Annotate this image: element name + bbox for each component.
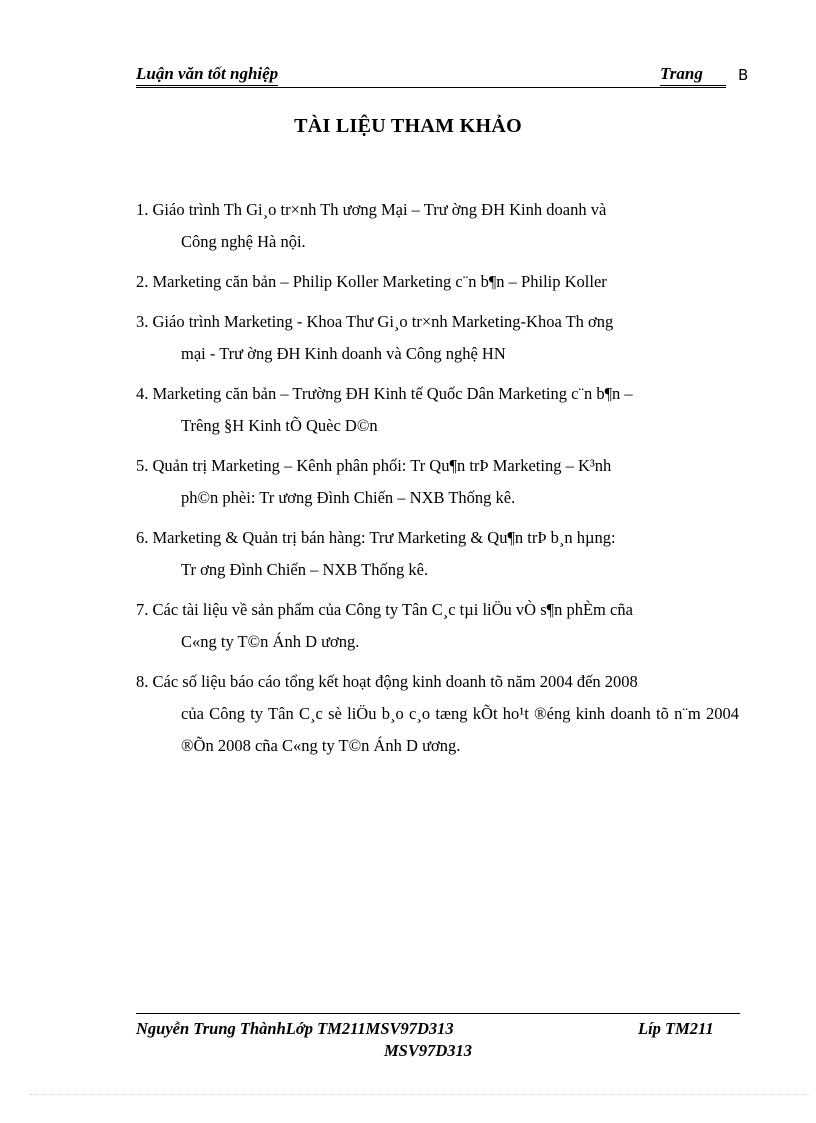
reference-continuation: Tr ơng Đình Chiến – NXB Thống kê. [181,560,429,579]
reference-item [136,522,739,586]
header-left: Luận văn tốt nghiệp [136,64,278,86]
reference-item [136,450,739,514]
footer-student-id: MSV97D313 [384,1041,473,1060]
reference-item [136,194,739,258]
footer-divider [136,1013,740,1014]
reference-item [136,306,739,370]
reference-first-line: 5. Quản trị Marketing – Kênh phân phối: Tr Qu¶n trÞ Marketing – K³nh [136,456,612,475]
reference-continuation: Trêng §H Kinh tÕ Quèc D©n [181,416,378,435]
reference-first-line: 8. Các số liệu báo cáo tổng kết hoạt động kinh doanh tõ năm 2004 đến 2008 [136,672,638,691]
reference-item [136,266,739,298]
reference-first-line: 1. Giáo trình Th Gi¸o tr×nh Th ương Mại – Trư ờng ĐH Kinh doanh và [136,200,607,219]
footer-class: Líp TM211 [638,1019,714,1038]
footer-author: Nguyễn Trung ThànhLớp TM211MSV97D313 [136,1019,454,1038]
reference-continuation: C«ng ty T©n Ánh D ương. [181,632,360,651]
header-right: Trang [660,64,726,86]
reference-first-line: 3. Giáo trình Marketing - Khoa Thư Gi¸o tr×nh Marketing-Khoa Th ơng [136,312,614,331]
reference-item [136,666,739,762]
reference-first-line: 4. Marketing căn bản – Trường ĐH Kinh tế Quốc Dân Marketing c¨n b¶n – [136,384,633,403]
reference-continuation: ph©n phèi: Tr ương Đình Chiến – NXB Thống kê. [181,488,516,507]
page-edge [30,1094,810,1095]
header-divider [136,87,726,88]
reference-continuation: mại - Trư ờng ĐH Kinh doanh và Công nghệ HN [181,344,506,363]
page-title: TÀI LIỆU THAM KHẢO [294,115,522,137]
reference-first-line: 7. Các tài liệu về sản phẩm của Công ty Tân C¸c tµi liÖu vÒ s¶n phÈm cña [136,600,633,619]
reference-continuation: của Công ty Tân C¸c sè liÖu b¸o c¸o tæng kÕt ho¹t ®éng kinh doanh tõ n¨m 2004 ®Õn 2008 cña C«ng ty T©n Ánh D ương. [181,704,739,755]
reference-list [136,194,739,770]
reference-first-line: 6. Marketing & Quản trị bán hàng: Trư Marketing & Qu¶n trÞ b¸n hµng: [136,528,616,547]
reference-item [136,594,739,658]
reference-first-line: 2. Marketing căn bản – Philip Koller Marketing c¨n b¶n – Philip Koller [136,272,607,291]
reference-item [136,378,739,442]
reference-continuation: Công nghệ Hà nội. [181,232,306,251]
page-mark: B [738,66,749,84]
